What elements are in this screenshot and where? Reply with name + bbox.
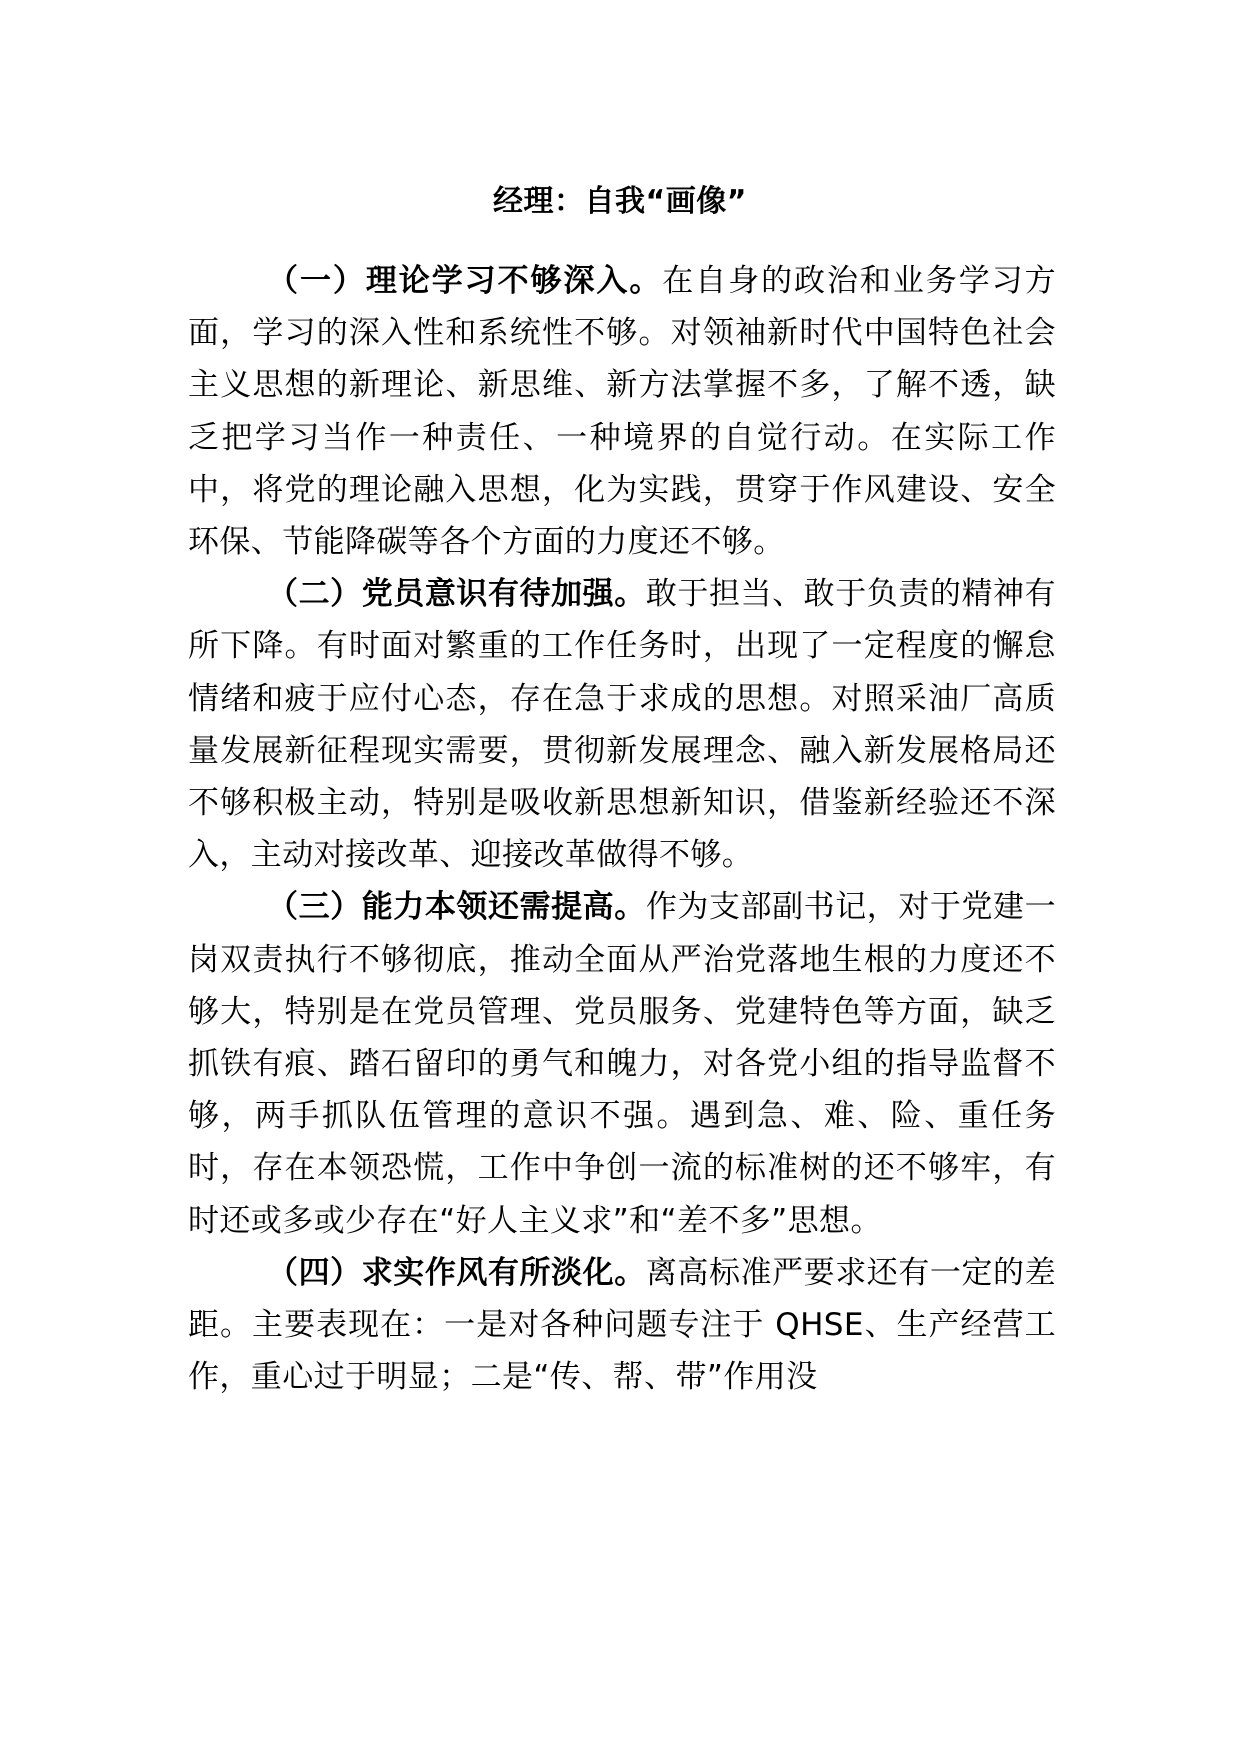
paragraph-3-heading: （三）能力本领还需提高。 bbox=[267, 889, 646, 926]
paragraph-1-heading: （一）理论学习不够深入。 bbox=[267, 263, 663, 299]
paragraph-2-heading: （二）党员意识有待加强。 bbox=[267, 576, 646, 613]
paragraph-1-text: 在自身的政治和业务学习方面，学习的深入性和系统性不够。对领袖新时代中国特色社会主义思想的新理论、新思维、新方法掌握不多，了解不透，缺乏把学习当作一种责任、一种境界的自觉行动。在实际工作中，将党的理论融入思想，化为实践，贯穿于作风建设、安全环保、节能降碳等各个方面的力度还不够。 bbox=[188, 263, 1056, 561]
paragraph-2 bbox=[188, 568, 1056, 881]
paragraph-3 bbox=[188, 881, 1056, 1246]
paragraph-4 bbox=[188, 1247, 1056, 1404]
paragraph-2-text: 敢于担当、敢于负责的精神有所下降。有时面对繁重的工作任务时，出现了一定程度的懈怠情绪和疲于应付心态，存在急于求成的思想。对照采油厂高质量发展新征程现实需要，贯彻新发展理念、融入新发展格局还不够积极主动，特别是吸收新思想新知识，借鉴新经验还不深入，主动对接改革、迎接改革做得不够。 bbox=[188, 576, 1056, 874]
paragraph-4-text: 离高标准严要求还有一定的差距。主要表现在：一是对各种问题专注于 QHSE、生产经营工作，重心过于明显；二是“传、帮、带”作用没 bbox=[188, 1254, 1056, 1396]
paragraph-4-heading: （四）求实作风有所淡化。 bbox=[267, 1254, 646, 1291]
document-body bbox=[188, 255, 1056, 1403]
paragraph-3-text: 作为支部副书记，对于党建一岗双责执行不够彻底，推动全面从严治党落地生根的力度还不够大，特别是在党员管理、党员服务、党建特色等方面，缺乏抓铁有痕、踏石留印的勇气和魄力，对各党小组的指导监督不够，两手抓队伍管理的意识不强。遇到急、难、险、重任务时，存在本领恐慌，工作中争创一流的标准树的还不够牢，有时还或多或少存在“好人主义求”和“差不多”思想。 bbox=[188, 889, 1056, 1239]
document-title: 经理：自我“画像” bbox=[493, 184, 747, 219]
paragraph-1 bbox=[188, 255, 1056, 568]
